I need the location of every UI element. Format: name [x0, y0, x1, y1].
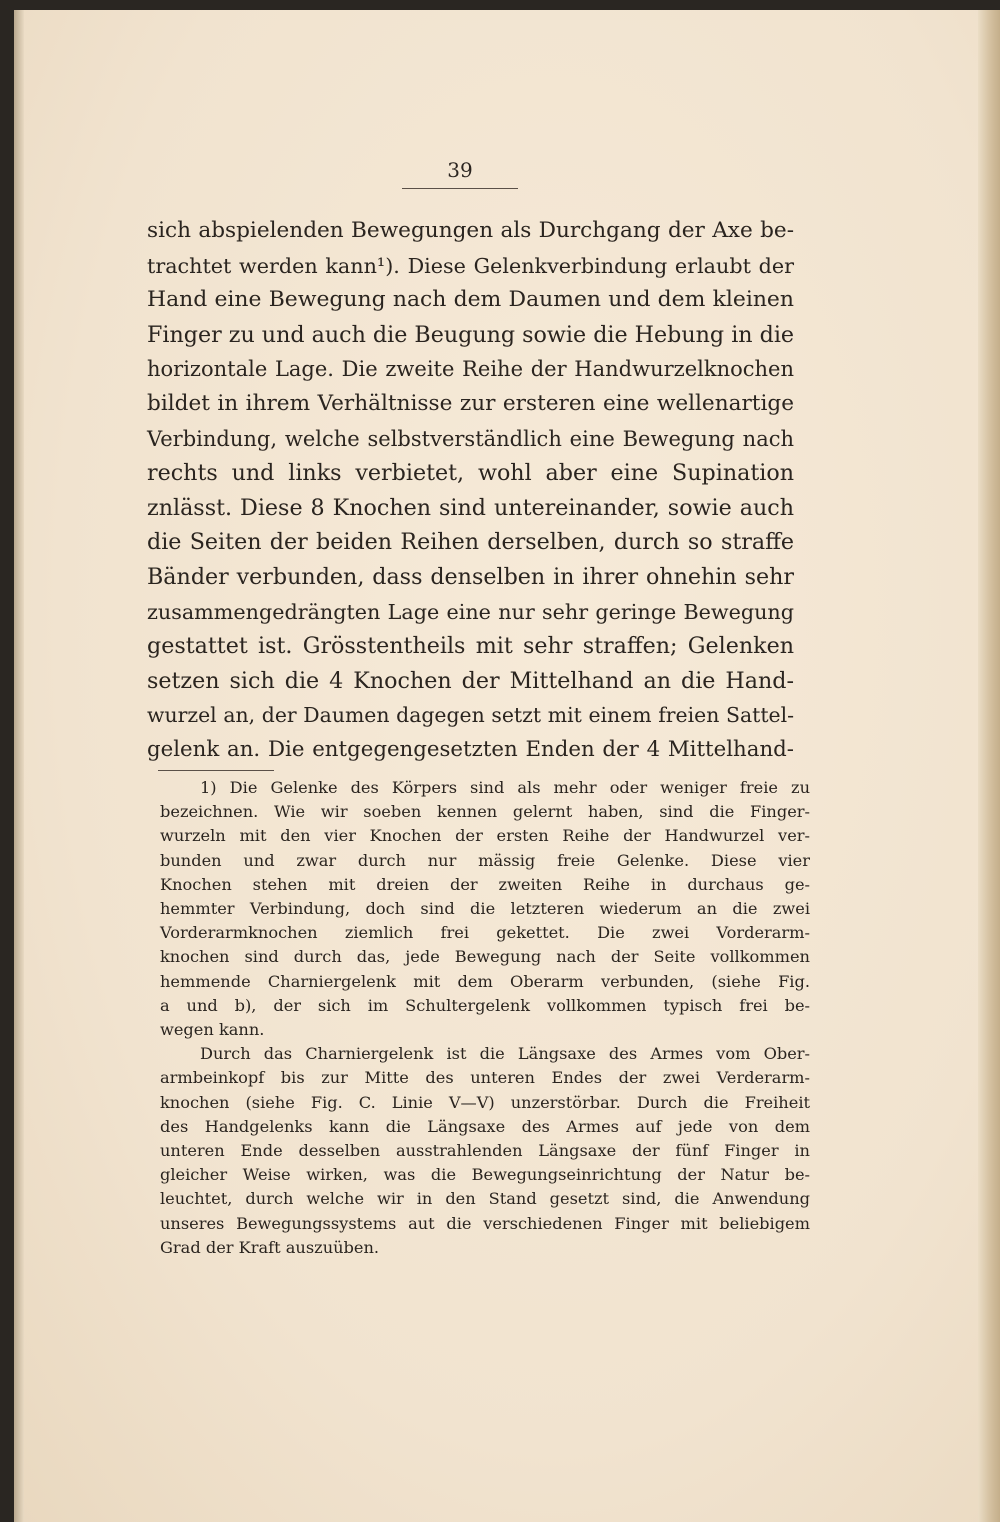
body-line: rechts und links verbietet, wohl aber eine Supination	[147, 460, 794, 487]
body-line: wurzel an, der Daumen dagegen setzt mit einem freien Sattel-	[147, 703, 794, 728]
footnotes	[160, 776, 810, 1260]
footnote-line: leuchtet, durch welche wir in den Stand gesetzt sind, die Anwendung	[160, 1189, 810, 1209]
page-gutter-edge	[14, 10, 24, 1522]
footnote-line: knochen sind durch das, jede Bewegung nach der Seite vollkommen	[160, 947, 810, 967]
page-fore-edge	[978, 10, 1000, 1522]
body-line: Verbindung, welche selbstverständlich eine Bewegung nach	[147, 426, 794, 451]
footnote-line: hemmter Verbindung, doch sind die letzteren wiederum an die zwei	[160, 899, 810, 919]
body-line: sich abspielenden Bewegungen als Durchgang der Axe be-	[147, 218, 794, 243]
body-line: znlässt. Diese 8 Knochen sind untereinander, sowie auch	[147, 494, 794, 521]
footnote-line: hemmende Charniergelenk mit dem Oberarm verbunden, (siehe Fig.	[160, 971, 810, 991]
footnote-line: Grad der Kraft auszuüben.	[160, 1237, 380, 1257]
footnote-line: bunden und zwar durch nur mässig freie Gelenke. Diese vier	[160, 850, 810, 870]
page-number-rule	[402, 188, 518, 189]
footnote-line: 1) Die Gelenke des Körpers sind als mehr oder weniger freie zu	[200, 778, 810, 797]
body-line: Hand eine Bewegung nach dem Daumen und dem kleinen	[147, 287, 794, 313]
body-line: die Seiten der beiden Reihen derselben, durch so straffe	[147, 529, 794, 556]
body-line: gelenk an. Die entgegengesetzten Enden der 4 Mittelhand-	[147, 736, 794, 762]
page-number: 39	[447, 158, 473, 182]
body-line: Finger zu und auch die Beugung sowie die Hebung in die	[147, 321, 795, 348]
footnote-line: knochen (siehe Fig. C. Linie V—V) unzerstörbar. Durch die Freiheit	[160, 1092, 810, 1112]
footnote-line: unseres Bewegungssystems aut die verschiedenen Finger mit beliebigem	[160, 1213, 810, 1233]
footnote-line: Durch das Charniergelenk ist die Längsaxe des Armes vom Ober-	[200, 1044, 810, 1064]
footnote-line: Knochen stehen mit dreien der zweiten Reihe in durchaus ge-	[160, 874, 810, 894]
footnote-separator	[158, 770, 274, 771]
footnote-line: gleicher Weise wirken, was die Bewegungseinrichtung der Natur be-	[160, 1165, 810, 1185]
footnote-line: a und b), der sich im Schultergelenk vollkommen typisch frei be-	[160, 995, 810, 1015]
body-line: bildet in ihrem Verhältnisse zur ersteren eine wellenartige	[147, 390, 794, 416]
body-line: zusammengedrängten Lage eine nur sehr geringe Bewegung	[147, 599, 794, 624]
body-line: horizontale Lage. Die zweite Reihe der Handwurzelknochen	[147, 357, 794, 382]
footnote-line: wegen kann.	[160, 1020, 265, 1040]
footnote-line: des Handgelenks kann die Längsaxe des Armes auf jede von dem	[160, 1116, 810, 1136]
body-text	[147, 214, 794, 768]
footnote-line: Vorderarmknochen ziemlich frei gekettet. Die zwei Vorderarm-	[160, 923, 810, 943]
body-line: gestattet ist. Grösstentheils mit sehr straffen; Gelenken	[147, 633, 794, 660]
body-line: trachtet werden kann¹). Diese Gelenkverbindung erlaubt der	[147, 253, 794, 278]
body-line: setzen sich die 4 Knochen der Mittelhand an die Hand-	[147, 667, 794, 694]
footnote-line: armbeinkopf bis zur Mitte des unteren Endes der zwei Verderarm-	[160, 1068, 810, 1088]
footnote-line: unteren Ende desselben ausstrahlenden Längsaxe der fünf Finger in	[160, 1141, 810, 1161]
body-line: Bänder verbunden, dass denselben in ihrer ohnehin sehr	[147, 563, 794, 590]
footnote-line: bezeichnen. Wie wir soeben kennen gelernt haben, sind die Finger-	[160, 802, 810, 822]
footnote-line: wurzeln mit den vier Knochen der ersten Reihe der Handwurzel ver-	[160, 826, 810, 846]
